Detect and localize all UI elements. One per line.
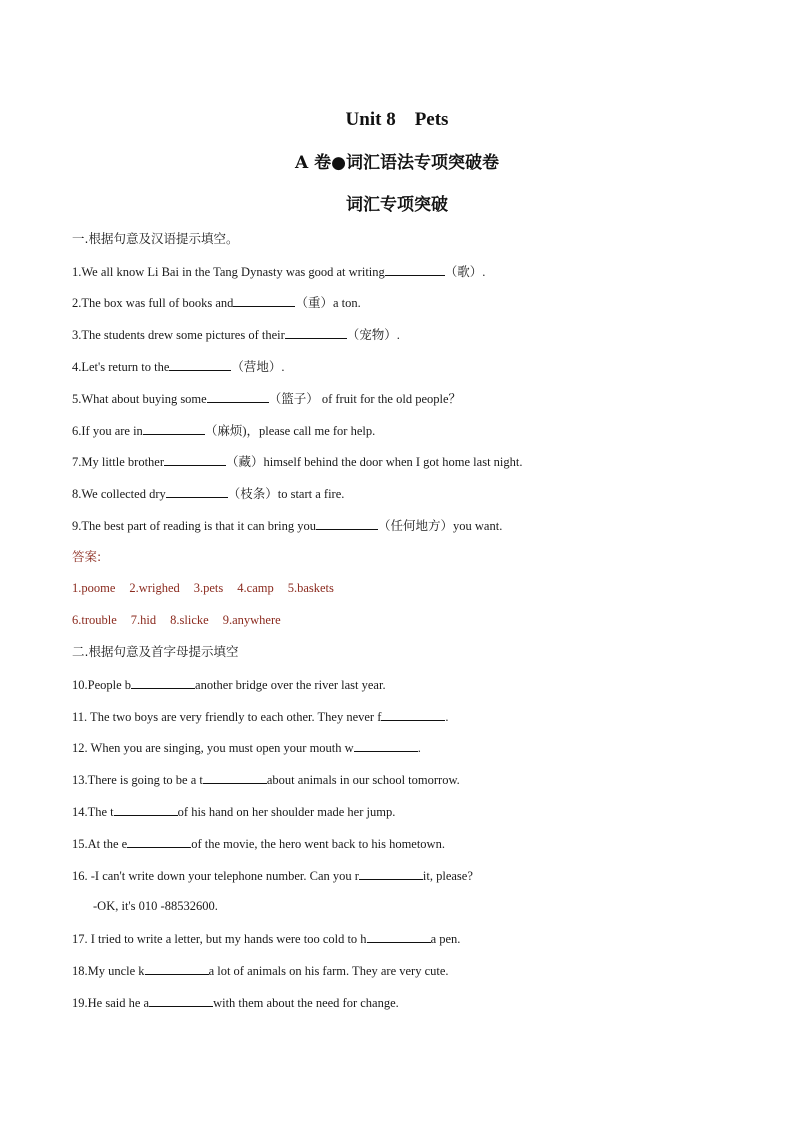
answer-label: 答案:: [72, 549, 102, 564]
question-9: 9.The best part of reading is that it can bring you （任何地方）you want.: [72, 519, 503, 533]
question-2: 2.The box was full of books and （重）a ton.: [72, 296, 361, 310]
question-13: 13.There is going to be a t about animals in our school tomorrow.: [72, 773, 460, 787]
answer-item: 2.wrighed: [129, 581, 180, 595]
question-10: 10.People b another bridge over the river last year.: [72, 678, 386, 692]
answer-blank[interactable]: [143, 422, 205, 435]
question-8: 8.We collected dry （枝条）to start a fire.: [72, 487, 345, 501]
question-3: 3.The students drew some pictures of their （宠物）.: [72, 328, 400, 342]
answer-item: 5.baskets: [287, 581, 334, 595]
answer-item: 3.pets: [193, 581, 224, 595]
answer-blank[interactable]: [207, 390, 269, 403]
answer-blank[interactable]: [285, 326, 347, 339]
answer-blank[interactable]: [149, 994, 213, 1007]
question-18: 18.My uncle k a lot of animals on his farm. They are very cute.: [72, 964, 449, 978]
answer-blank[interactable]: [367, 930, 431, 943]
answer-blank[interactable]: [354, 739, 418, 752]
unit-title: Unit 8 Pets: [345, 109, 449, 130]
part2-heading: 二.根据句意及首字母提示填空: [72, 644, 239, 659]
part1-heading: 一.根据句意及汉语提示填空。: [72, 231, 239, 246]
question-1: 1.We all know Li Bai in the Tang Dynasty was good at writing （歌）.: [72, 265, 486, 279]
question-4: 4.Let's return to the （营地）.: [72, 360, 285, 374]
paper-subtitle: A 卷●词汇语法专项突破卷: [295, 153, 499, 173]
question-12: 12. When you are singing, you must open your mouth w .: [72, 741, 421, 755]
answer-item: 4.camp: [237, 581, 274, 595]
answer-blank[interactable]: [145, 962, 209, 975]
answer-blank[interactable]: [127, 835, 191, 848]
answer-blank[interactable]: [166, 485, 228, 498]
answer-item: 1.poome: [72, 581, 116, 595]
question-16: 16. -I can't write down your telephone number. Can you r it, please?: [72, 869, 473, 883]
answer-blank[interactable]: [381, 708, 445, 721]
question-17: 17. I tried to write a letter, but my hands were too cold to h a pen.: [72, 932, 461, 946]
question-11: 11. The two boys are very friendly to each other. They never f .: [72, 710, 449, 724]
question-5: 5.What about buying some （篮子） of fruit for the old people？: [72, 392, 462, 406]
question-14: 14.The t of his hand on her shoulder made her jump.: [72, 805, 396, 819]
answer-blank[interactable]: [316, 517, 378, 530]
answer-item: 6.trouble: [72, 613, 117, 627]
question-6: 6.If you are in （麻烦)，please call me for help.: [72, 424, 376, 438]
answer-item: 7.hid: [130, 613, 157, 627]
answer-item: 8.slicke: [170, 613, 209, 627]
answer-blank[interactable]: [164, 453, 226, 466]
answer-blank[interactable]: [233, 294, 295, 307]
answer-blank[interactable]: [359, 867, 423, 880]
question-15: 15.At the e of the movie, the hero went back to his hometown.: [72, 837, 445, 851]
answer-blank[interactable]: [385, 263, 445, 276]
question-16-reply: -OK, it's 010 -88532600.: [93, 899, 218, 913]
answer-row-2: [72, 612, 281, 628]
question-19: 19.He said he a with them about the need for change.: [72, 996, 399, 1010]
answer-row-1: [72, 580, 334, 596]
question-7: 7.My little brother （藏）himself behind the door when I got home last night.: [72, 455, 523, 469]
answer-blank[interactable]: [131, 676, 195, 689]
answer-blank[interactable]: [114, 803, 178, 816]
answer-item: 9.anywhere: [222, 613, 281, 627]
answer-blank[interactable]: [169, 358, 231, 371]
answer-blank[interactable]: [203, 771, 267, 784]
section-title: 词汇专项突破: [346, 195, 448, 215]
